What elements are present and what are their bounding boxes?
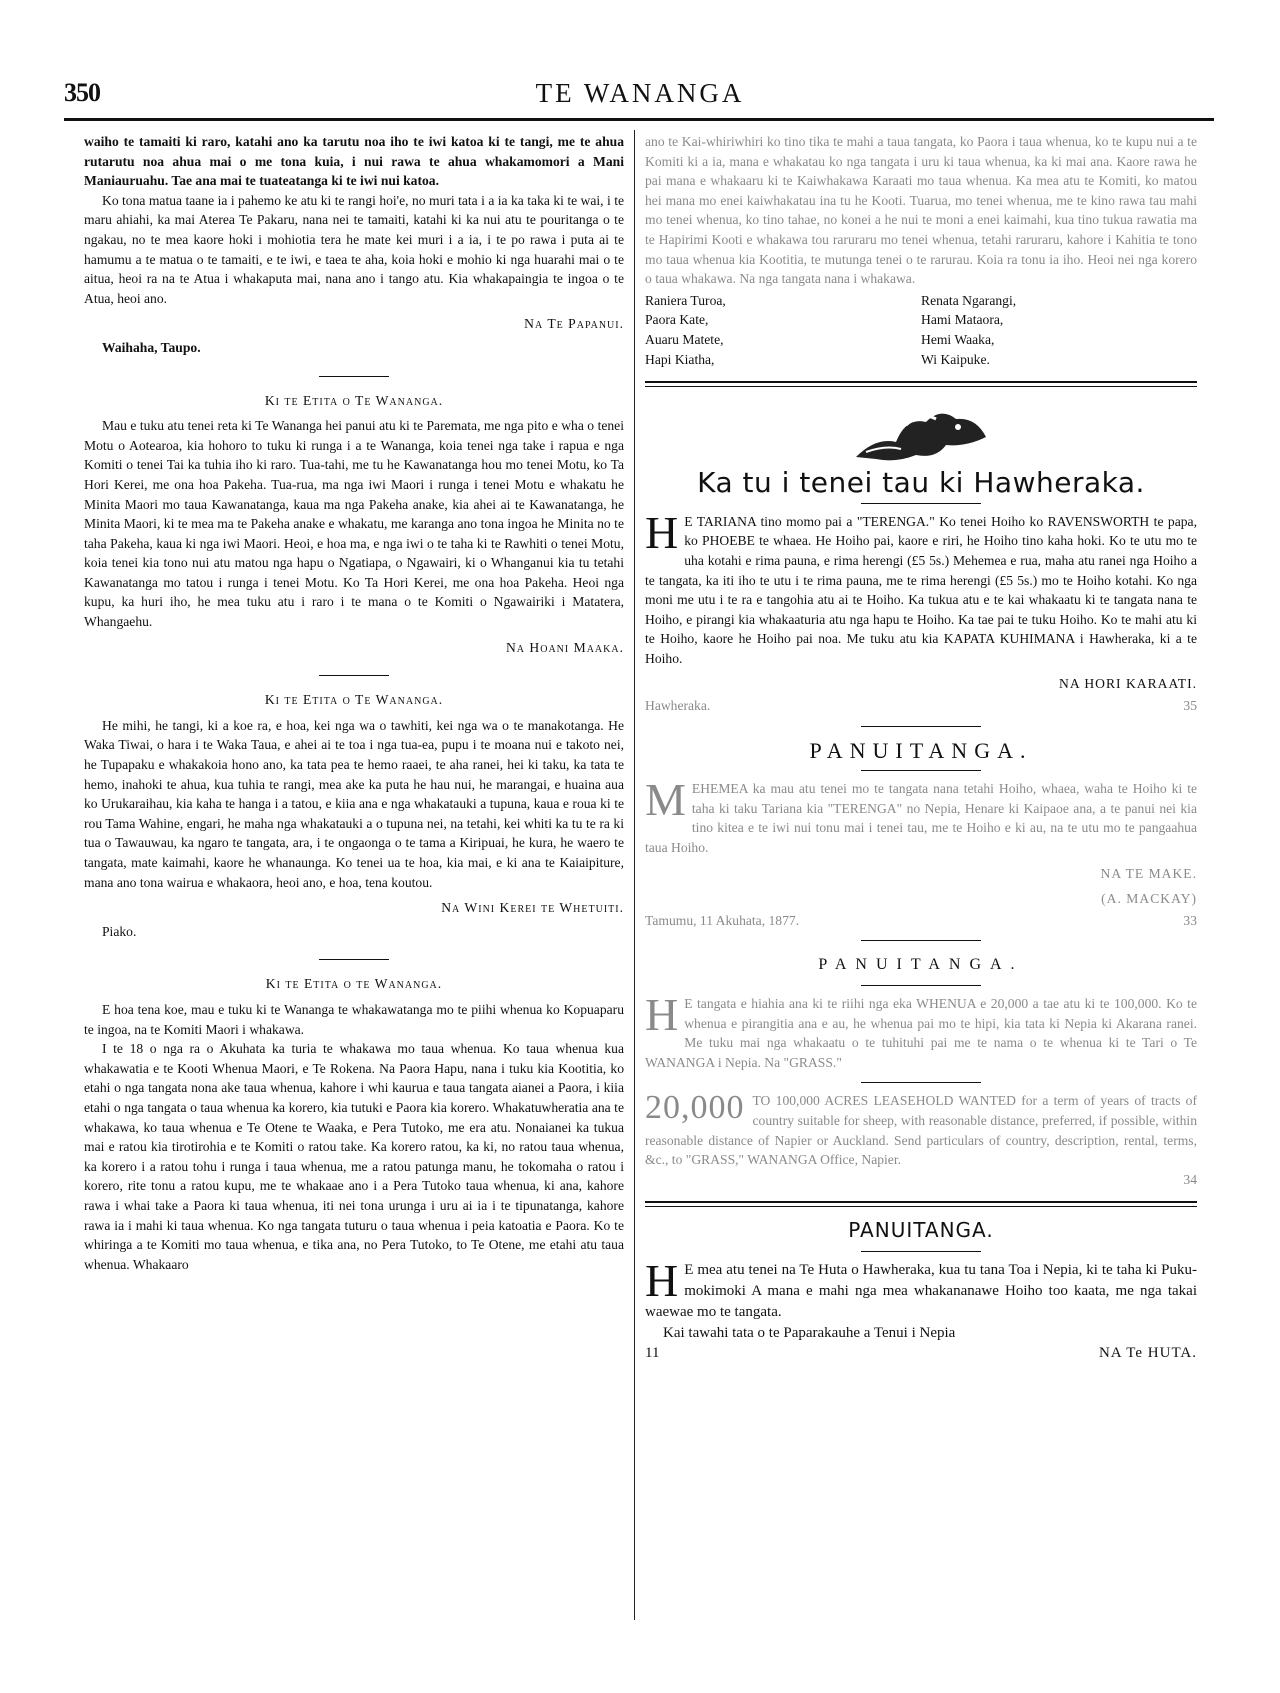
place-line: Piako. [102,923,137,939]
ad-rule [861,1082,981,1083]
page-number: 350 [64,78,100,107]
ad-rule [861,503,981,504]
drop-cap: H [645,506,679,558]
horse-ornament-icon [846,397,996,467]
double-rule [645,381,1197,387]
signatory-name: Wi Kaipuke. [921,351,990,367]
ad-heading-line: TO 100,000 ACRES LEASEHOLD WANTED [752,1093,1016,1109]
ad-body: E tangata e hiahia ana ki te riihi nga eka WHENUA e 20,000 a tae atu ki te 100,000. Ko te whenua e pirangitia ana e au, he whenua pai mo te hipi, kia tata ki Nepia ki Akarana ranei. Me tuku mai nga whakaatu o te tuhituhi pai me te nama o te whenua ki te Tari o Te WANANGA i Nepia. Na "GRASS." [645,996,1197,1070]
ad-ref-number: 34 [1183,1171,1197,1187]
ad-rule [861,726,981,727]
section-rule [319,376,389,377]
letter-heading: Ki te Etita o Te Wananga. [264,392,444,408]
signatory-name: Auaru Matete, [645,331,724,347]
ad-body: E TARIANA tino momo pai a "TERENGA." Ko tenei Hoiho ko RAVENSWORTH te papa, ko PHOEBE te whaea. He Hoiho pai, kaore e riri, he Hoiho tino kaha hoki. Ko te utu mo te uha kotahi e rima pauna, e rima herengi (£5 5s.) Mehemea e rua, maha atu ranei nga Hoiho a te tangata, ka iti iho te utu i te rima pauna, me te rima herengi (£5 5s.) mo te Hoiho kotahi. Ko nga moni me utu i te ra e tangohia atu ai te Hoiho. Ka tukua atu e te kai whakaatu ki te tangata nana te Hoiho, e pirangi kia whakaaturia atu nga hapu te Hoiho. Ka tae pai te tuku Hoiho. Ko te mahi atu ki te Hoiho, kaore he Hoiho pai noa. Me tuku atu kia KAPATA KUHIMANA i Hawheraka, ki a te Hoiho. [645,513,1197,666]
paragraph: I te 18 o nga ra o Akuhata ka turia te whakawa mo taua whenua. Ko taua whenua kua whakawatia e te Kooti Whenua Maori, e Te Rokena. Na Paora Hapu, nana i tuku kia Kootitia, ko etahi o nga tangata nona ake taua whenua, kahore i whi kaurua e taua tangata aianei a Paora, i kiia etahi o nga tangata o taua whenua ka korero, kia tutuki e Paora kia korero. Whakatuwheratia ana te whakawa, ko taua whenua e Te Otene te Waaka, e Pera Tutoko, me era atu. Nonaianei ka tukua mai e ratou kia tirotirohia e te Komiti o ratou take. Ka korero ratou, ka ki, no ratou taua whenua, ka korero i a ratou tohu i runga i taua whenua, me a ratou patunga manu, he tokomaha o ratou i korero, rite tonu a ratou kupu, me te whakaae ano i a Pera Tutoko taua whenua, ki ana, kahore rawa i whai take a Paora ki taua whenua, iti nei tona urunga i uru ai ia i te tipunatanga, kahore rawa ia i mahi ki taua whenua. Ko nga tangata tuturu o taua whenua i peia katoatia e Paora. Ko te whiringa a te Komiti mo taua whenua, e tika ana, no Pera Tutoko, to Te Otene, me etahi atu taua whenua. Whakaaro [84,1041,624,1272]
signatory-name: Hapi Kiatha, [645,351,715,367]
ad-rule [861,770,981,771]
big-number: 20,000 [645,1089,745,1127]
letter-heading: Ki te Etita o Te Wananga. [264,692,444,708]
paragraph: Ko tona matua taane ia i pahemo ke atu ki te rangi hoi'e, no muri tata i a ia ka taka ki te wai, i te maru ahiahi, ka mai Aterea Te Pakaru, nana nei te tamaiti, katahi ki ka nui atu te pouritanga o te ngakau, no te mea kaore hoki i mohiotia tera he mate kei muri i a ia, i te po rawa i puta ai te hamumu a te matua o te tamaiti, e te iwi, e taea te aha, koia hoki e mohio ki nga huarahi mai o te aitua, heoi ra na te Atua i whakaputa mai, nana ano i tango atu. Kia whakapaingia te ingoa o te Atua, heoi ano. [84,192,624,306]
signature: NA HORI KARAATI. [1059,676,1197,692]
ad-ref-number: 33 [1183,912,1197,928]
column-divider [634,130,635,1620]
drop-cap: H [645,1254,679,1306]
paragraph: waiho te tamaiti ki raro, katahi ano ka tarutu noa iho te iwi katoa ki te tangi, me te ahua rutarutu noa ahua mai o me tona kuia, i nui rawa te ahua whakamomori a Mani Maniauruahu. Tae ana mai te tuateatanga ki te iwi nui katoa. [84,134,624,189]
section-rule [319,675,389,676]
ad-body: EHEMEA ka mau atu tenei mo te tangata nana tetahi Hoiho, whaea, waha te Hoiho ki te taha ki taku Tariana kia "TERENGA" no Nepia, Henare ki Kaipaoe ana, a te panui nei kia tino kitea e te iwi nui tonu mai i tenei tau, me te Hoiho e ki au, na te utu mo te pangaahua taua Hoiho. [645,781,1197,856]
ad-heading: PANUITANGA. [809,737,1033,763]
place-line: Hawheraka. [645,698,711,714]
left-column [84,132,624,1274]
ad-ref-number: 35 [1183,698,1197,714]
signatories [645,291,1197,369]
signatory-name: Hemi Waaka, [921,331,995,347]
signature: NA TE MAKE. [1100,865,1197,881]
ad-line: Kai tawahi tata o te Paparakauhe a Tenui i Nepia [663,1324,956,1341]
masthead-title: TE WANANGA [535,78,745,108]
place-line: Tamumu, 11 Akuhata, 1877. [645,912,800,928]
paragraph: ano te Kai-whiriwhiri ko tino tika te mahi a taua tangata, ko Paora i taua whenua, ko te kupu nui a te Komiti ki a ia, mana e whakatau ko nga tangata i uru ki taua whenua, ka ki mai ana. Kaore rawa he pai mana e whakaaru ki te Kaiwhakawa Karaati mo taua whenua. Ka mea atu te Komiti, ko matou hei mana mo enei kaiwhakatau ina tu he Kooti. Tuarua, mo tenei whenua, me te kino rawa tau mahi mo tenei whenua, ko tino tahae, no konei a he nui te moni a enei kaimahi, kua tino tukua rawatia ma te Hapirimi Kooti e whakawa tou raruraru mo tenei whenua, tetahi raruraru, kahore i Kahitia te tono mo taua whenua kia Kootitia, te mutunga tenei o te rarurau. Koia ra tonu ia iho. Heoi nei nga korero o taua whakawa. Na nga tangata nana i whakawa. [645,134,1197,287]
letter-heading: Ki te Etita o te Wananga. [265,976,443,992]
signature: Na Wini Kerei te Whetuiti. [441,900,624,916]
ad-rule [861,940,981,941]
ad-heading: PANUITANGA. [848,1218,994,1243]
ad-ref-number: 11 [645,1344,660,1361]
paragraph: E hoa tena koe, mau e tuku ki te Wananga te whakawatanga mo te piihi whenua ko Kopuaparu te ingoa, na te Komiti Maori i whakawa. [84,1001,624,1037]
ad-body: E mea atu tenei na Te Huta o Hawheraka, kua tu tana Toa i Nepia, ki te taha ki Puku-mokimoki A mana e mahi nga mea whakananawe Hoiho too kaata, me nga takai waewae mo te tangata. [645,1261,1197,1320]
ad-body: for a term of years of tracts of country suitable for sheep, with reasonable distance, preferred, if possible, within reasonable distance of Napier or Auckland. Send particulars of country, description, rental, terms, &c., to "GRASS," WANANGA Office, Napier. [645,1093,1197,1168]
paragraph: Mau e tuku atu tenei reta ki Te Wananga hei panui atu ki te Paremata, me nga pito e wha o tenei Motu o Aotearoa, kia hohoro to tuku ki runga i a te Wananga, koia tenei nga take i rapua e nga Komiti o tenei Tai ka tuhia iho ki raro. Tua-tahi, me tu he Kawanatanga hou mo tenei Motu, ko Ta Hori Kerei, me ona hoa Pakeha. Tua-rua, ma nga iwi Maori i runga i tenei Motu e whakatu he Minita Maori mo taua Kawanatanga, kaua ma nga Pakeha anake, kia ahei ai te Kawanatanga, he Minita Maori, ki te mea ma te Pakeha anake e whakatu, me karanga ano tona ingoa he Minita no te taha Pakeha, kaua ki nga iwi Maori. Heoi, e hoa ma, e nga iwi o te taha ki te Rawhiti o tenei Motu, koia tenei kia tono nui atu matou nga hapu o Ngatiapa, o Ngawairi, ki o Whanganui kia tu tetahi Kawanatanga mo tatou i runga i tenei Motu. Ko Ta Hori Kerei, me ona hoa Pakeha. Heoi nga kupu, ka huri iho, he mea tuku atu i raro i te mana o te Komiti o Ngawairiki i Matatera, Whangaehu. [84,418,624,630]
ad-rule [861,985,981,986]
right-column [645,132,1197,1364]
ad-heading: PANUITANGA. [818,956,1024,974]
signatory-name: Paora Kate, [645,312,709,328]
top-rule [64,118,1214,121]
signature: Na Hoani Maaka. [505,639,624,655]
drop-cap: H [645,989,679,1040]
ad-title: Ka tu i tenei tau ki Hawheraka. [697,466,1145,500]
signatory-name: Renata Ngarangi, [921,292,1017,308]
signatory-name: Raniera Turoa, [645,292,726,308]
drop-cap: M [645,774,686,826]
place-line: Waihaha, Taupo. [102,339,201,355]
signature: NA Te HUTA. [1098,1344,1197,1361]
double-rule [645,1201,1197,1207]
section-rule [319,959,389,960]
signature: (A. MACKAY) [1101,891,1197,907]
paragraph: He mihi, he tangi, ki a koe ra, e hoa, kei nga wa o tawhiti, kei nga wa o te manakotanga. He Waka Tiwai, o hara i te Waka Taua, e ahei ai te toa i nga tua-ea, pupu i te moana nui e takoto nei, he Tupapaku e whakakoia hono ano, ka tata pea te hemo raaei, te aha ranei, hei ki taku, ka tata te hemo, inahoki te ahua, kua tuhia te rangi, mea ake ka puta he hau nui, he marangai, e huaina aua ko Urukaraihau, kia kaha te hanga i a tatou, e kiia ana e nga whakatauki a tupuna, kaua e roua ki te rou Tama Wahine, engari, he maha nga whakatauki a o tupuna nei, na tetahi, kei whiti ka tu te ra ki tua o Tawauwau, ka ngaro te tangata, ara, i te ongaonga o te tama a Kiripuai, he kura, he waero te tangata, mate kaimahi, kaore he whanaunga. Ko tenei ua te hoa, kia mai, e ki ana te Kaiaipiture, mana ano tona wairua e whakaora, heoi ano, e hoa, tena koutou. [84,717,624,890]
ad-rule [861,1251,981,1252]
signature: Na Te Papanui. [524,316,624,332]
signatory-name: Hami Mataora, [921,312,1004,328]
